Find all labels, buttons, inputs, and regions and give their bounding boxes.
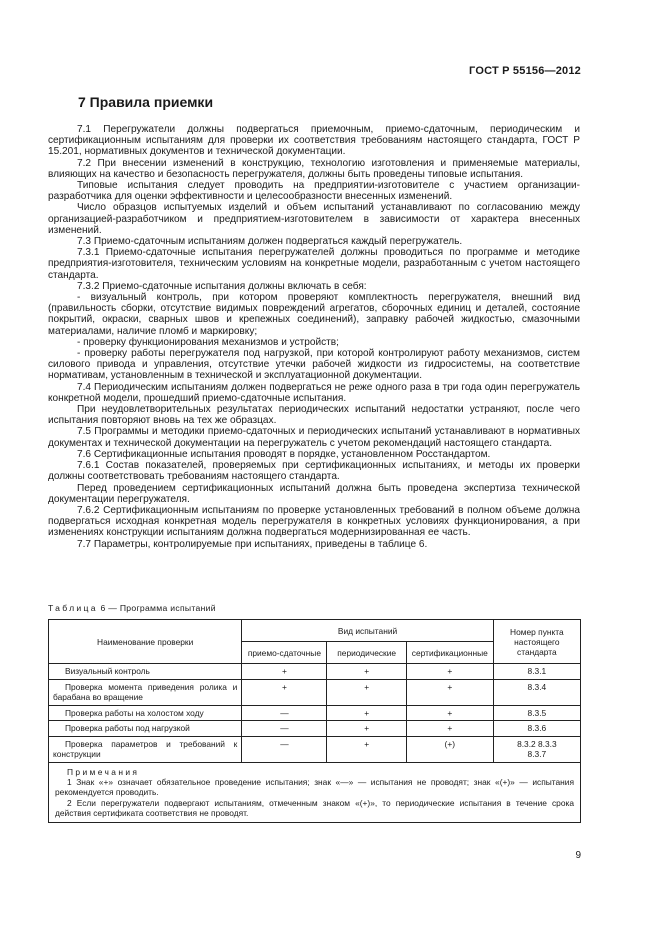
paragraph: 7.3.1 Приемо-сдаточные испытания перегружателей должны проводиться по программе и методике предприятия-изготовителя, техническим условиям на конкретные модели, разработанным с учетом настоящего стандарта.	[48, 247, 580, 281]
header-clause-number: Номер пункта настоящего стандарта	[493, 620, 580, 664]
document-code: ГОСТ Р 55156—2012	[469, 65, 581, 77]
clause-number: 8.3.1	[493, 664, 580, 680]
clause-number: 8.3.2 8.3.3 8.3.7	[493, 736, 580, 762]
certification-mark: +	[406, 705, 493, 721]
clause-number: 8.3.6	[493, 721, 580, 737]
header-test-type: Вид испытаний	[242, 620, 493, 642]
acceptance-mark: +	[242, 664, 327, 680]
check-name: Визуальный контроль	[49, 664, 242, 680]
certification-mark: +	[406, 679, 493, 705]
note-item: 1 Знак «+» означает обязательное проведение испытания; знак «—» — испытания не проводят; знак «(+)» — испытания рекомендуется проводить.	[55, 776, 574, 798]
header-acceptance: приемо-сдаточные	[242, 642, 327, 664]
paragraph: 7.3 Приемо-сдаточным испытаниям должен подвергаться каждый перегружатель.	[77, 236, 463, 248]
notes-title: Примечания	[67, 766, 140, 777]
paragraph: 7.6.1 Состав показателей, проверяемых при сертификационных испытаниях, и методы их проверки должны соответствовать требованиям настоящего стандарта.	[48, 460, 580, 483]
acceptance-mark: —	[242, 721, 327, 737]
check-name: Проверка работы на холостом ходу	[49, 705, 242, 721]
header-check-name: Наименование проверки	[49, 620, 242, 664]
table-notes	[49, 762, 581, 822]
acceptance-mark: +	[242, 679, 327, 705]
certification-mark: (+)	[406, 736, 493, 762]
paragraph: 7.6.2 Сертификационным испытаниям по проверке установленных требований в полном объеме должна подвергаться исходная конкретная модель перегружателя в конкретных условиях функционирования, а при изменениях конструкции испытаниям должна подвергаться модернизированная ее часть.	[48, 504, 580, 539]
header-certification: сертификационные	[406, 642, 493, 664]
paragraph: - проверку функционирования механизмов и устройств;	[77, 336, 339, 348]
table-caption-prefix: Таблица	[48, 603, 98, 613]
table-notes-row	[49, 762, 581, 822]
periodic-mark: +	[327, 721, 406, 737]
paragraph: 7.3.2 Приемо-сдаточные испытания должны включать в себя:	[77, 280, 367, 292]
acceptance-mark: —	[242, 705, 327, 721]
section-body	[48, 124, 580, 550]
check-name: Проверка работы под нагрузкой	[49, 721, 242, 737]
paragraph: 7.7 Параметры, контролируемые при испытаниях, приведены в таблице 6.	[77, 538, 428, 550]
clause-number: 8.3.5	[493, 705, 580, 721]
table-row	[49, 664, 581, 680]
periodic-mark: +	[327, 664, 406, 680]
table-row	[49, 736, 581, 762]
paragraph: При неудовлетворительных результатах периодических испытаний недостатки устраняют, после чего испытания повторяют вновь на тех же образцах.	[48, 404, 580, 427]
paragraph: Перед проведением сертификационных испытаний должна быть проведена экспертиза технической документации перегружателя.	[48, 482, 580, 505]
paragraph: - визуальный контроль, при котором проверяют комплектность перегружателя, внешний вид (правильность сборки, отсутствие видимых повреждений агрегатов, сборочных единиц и деталей, состояние покрытий, окраски, сварных швов и крепежных соединений), заправку рабочей жидкостью, смазочными материалами, наличие пломб и маркировку;	[48, 292, 580, 337]
paragraph: 7.6 Сертификационные испытания проводят в порядке, установленном Росстандартом.	[77, 448, 491, 460]
clause-number: 8.3.4	[493, 679, 580, 705]
table-caption	[48, 603, 216, 613]
note-item: 2 Если перегружатели подвергают испытаниям, отмеченным знаком «(+)», то периодические испытания в течение срока действия сертификата соответствия не проводят.	[55, 797, 574, 819]
table-row	[49, 705, 581, 721]
header-periodic: периодические	[327, 642, 406, 664]
test-program-table	[48, 619, 581, 823]
periodic-mark: +	[327, 736, 406, 762]
paragraph: 7.5 Программы и методики приемо-сдаточных и периодических испытаний устанавливают в нормативных документах и технической документации на перегружатель с учетом рекомендаций настоящего стандарта.	[48, 426, 580, 449]
periodic-mark: +	[327, 679, 406, 705]
paragraph: Типовые испытания следует проводить на предприятии-изготовителе с участием организации-разработчика для оценки эффективности и целесообразности внесенных изменений.	[48, 180, 580, 203]
table-row	[49, 721, 581, 737]
table-header-row	[49, 620, 581, 642]
certification-mark: +	[406, 664, 493, 680]
periodic-mark: +	[327, 705, 406, 721]
paragraph: Число образцов испытуемых изделий и объем испытаний устанавливают по согласованию между организацией-разработчиком и предприятием-изготовителем в зависимости от характера внесенных изменений.	[48, 202, 580, 236]
page-number: 9	[575, 850, 581, 861]
paragraph: - проверку работы перегружателя под нагрузкой, при которой контролируют работу механизмов, систем силового привода и управления, отсутствие утечки рабочей жидкости из гидросистемы, на соответствие нормативам, установленным в технической и эксплуатационной документации.	[48, 348, 580, 382]
check-name: Проверка параметров и требований к конструкции	[49, 736, 242, 762]
section-title: 7 Правила приемки	[78, 94, 214, 110]
table-caption-title: 6 — Программа испытаний	[97, 603, 216, 613]
certification-mark: +	[406, 721, 493, 737]
paragraph: 7.2 При внесении изменений в конструкцию, технологию изготовления и применяемые материалы, влияющих на качество и безопасность перегружателя, должны быть проведены типовые испытания.	[48, 157, 580, 180]
table-row	[49, 679, 581, 705]
paragraph: 7.4 Периодическим испытаниям должен подвергаться не реже одного раза в три года один перегружатель конкретной модели, прошедший приемо-сдаточные испытания.	[48, 381, 580, 404]
check-name: Проверка момента приведения ролика и барабана во вращение	[49, 679, 242, 705]
paragraph: 7.1 Перегружатели должны подвергаться приемочным, приемо-сдаточным, периодическим и сертификационным испытаниям для проверки их соответствия требованиям настоящего стандарта, ГОСТ Р 15.201, нормативных документов и технической документации.	[48, 124, 580, 158]
acceptance-mark: —	[242, 736, 327, 762]
